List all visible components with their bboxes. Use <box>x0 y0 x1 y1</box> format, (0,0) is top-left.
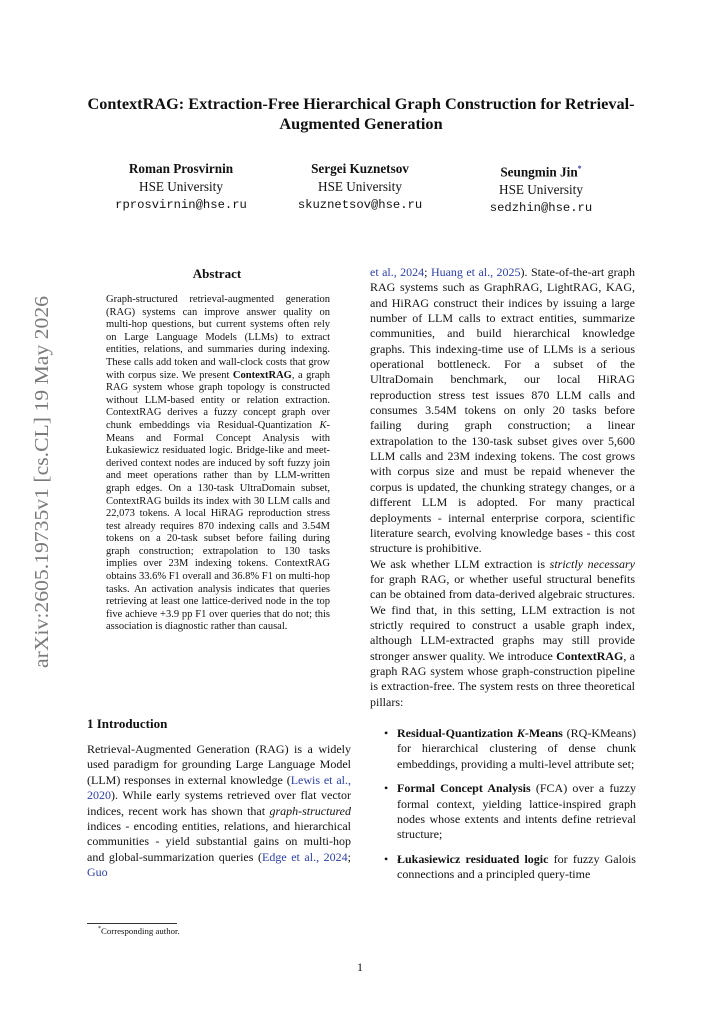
body-text: ; <box>424 265 431 279</box>
bullet-icon: • <box>384 781 389 796</box>
list-term: Łukasiewicz residuated logic <box>397 851 549 866</box>
system-name: ContextRAG <box>556 648 624 663</box>
citation-link[interactable]: et al., 2024 <box>370 265 425 279</box>
introduction-paragraph <box>87 742 351 881</box>
author-name: Sergei Kuznetsov <box>311 161 409 176</box>
list-text: (RQ-KMeans) for hierarchical clustering of dense chunk embeddings, providing a multi-level attribute set; <box>397 726 636 771</box>
author-affiliation: HSE University <box>139 179 223 194</box>
paragraph <box>370 557 635 710</box>
arxiv-identifier-text: arXiv:2605.19735v1 [cs.CL] 19 May 2026 <box>32 333 53 668</box>
section-heading-introduction: 1 Introduction <box>87 716 168 731</box>
corresponding-author-mark[interactable]: * <box>577 164 582 173</box>
right-column-text <box>370 265 635 710</box>
author-block <box>446 160 636 217</box>
author-email[interactable]: skuznetsov@hse.ru <box>297 198 423 212</box>
emphasis-text: strictly necessary <box>549 556 635 571</box>
bullet-icon: • <box>384 726 389 740</box>
footnote-divider <box>87 923 177 924</box>
abstract-text-part: , a graph RAG system whose graph topology is constructed without LLM-based entity or relation extraction. ContextRAG derives a fuzzy concept graph over chunk embeddings via Residual-Quantization <box>106 369 330 431</box>
math-k: K <box>319 419 327 431</box>
footnote-text: Corresponding author. <box>101 926 180 936</box>
body-text: ; <box>347 849 352 864</box>
citation-link[interactable]: Guo <box>87 865 108 880</box>
citation-link[interactable]: Lewis et al., 2020 <box>87 772 351 803</box>
paper-title: ContextRAG: Extraction-Free Hierarchical Graph Construction for Retrieval-Augmented Generation <box>87 94 635 133</box>
abstract-text-part: -Means and Formal Concept Analysis with Łukasiewicz residuated logic. Bridge-like and meet-derived context nodes are induced by soft fuzzy join and meet operations rather than by LLM-written graph edges. On a 130-task UltraDomain subset, ContextRAG builds its index with 30 LLM calls and 22,073 tokens. A local HiRAG reproduction stress test already requires 870 indexing calls and 3.54M tokens on a 20-task subset before failing during graph construction; extrapolation to 130 tasks implies over 23M indexing tokens. ContextRAG obtains 33.6% F1 overall and 36.8% F1 on multi-hop tasks. An activation analysis indicates that queries retrieving at least one lattice-derived node in the top five achieve +3.9 pp F1 over queries that do not; this association is diagnostic rather than causal. <box>106 419 330 633</box>
paragraph <box>370 265 635 557</box>
author-block <box>86 160 276 214</box>
author-name: Seungmin Jin <box>500 164 578 180</box>
body-text: for graph RAG, or whether useful structural benefits can be obtained from data-derived algebraic structures. We find that, in this setting, LLM extraction is not strictly required to construct a usable graph index, although LLM-extracted graphs may still provide stronger answer quality. We introduce <box>370 571 635 663</box>
body-text: We ask whether LLM extraction is <box>370 556 550 571</box>
emphasis-text: graph-structured <box>269 803 351 818</box>
arxiv-identifier <box>20 292 60 672</box>
author-email[interactable]: sedzhin@hse.ru <box>489 201 593 216</box>
author-email[interactable]: rprosvirnin@hse.ru <box>115 198 247 212</box>
page-number: 1 <box>357 960 363 974</box>
body-text: Retrieval-Augmented Generation (RAG) is a widely used paradigm for grounding Large Language Model (LLM) responses in external knowledge ( <box>87 742 351 787</box>
author-name-with-mark <box>446 160 636 181</box>
body-text: ). State-of-the-art graph RAG systems such as GraphRAG, LightRAG, KAG, and HiRAG construct their indices by issuing a large number of LLM calls to extract entities, summarize communities, and build hierarchical knowledge graphs. This indexing-time use of LLMs is a serious operational bottleneck. For a subset of the UltraDomain benchmark, our local HiRAG reproduction stress test issues 870 LLM calls and consumes 3.54M tokens on only 20 tasks before failing during graph construction; a linear extrapolation to the 130-task subset gives over 5,600 LLM calls and 23M indexing tokens. The cost grows with corpus size and must be repaid whenever the corpus is updated, the chunking strategy changes, or a different LLM is adopted. For many practical deployments - internal enterprise corpora, scientific literature search, evolving knowledge bases - this cost structure is prohibitive. <box>370 265 635 556</box>
abstract-text-part: Graph-structured retrieval-augmented generation (RAG) systems can improve answer quality on multi-hop questions, but current systems often rely on Large Language Models (LLMs) to extract entities, relations, and summaries during indexing. These calls add token and wall-clock costs that grow with corpus size. We present <box>106 294 330 381</box>
pillars-list <box>384 726 636 892</box>
system-name: ContextRAG <box>232 369 292 381</box>
list-text: for fuzzy Galois connections and a principled query-time <box>397 851 636 882</box>
abstract-heading: Abstract <box>192 266 242 281</box>
bullet-icon: • <box>384 851 389 866</box>
list-item <box>384 852 636 883</box>
footnote <box>98 926 180 936</box>
list-text: (FCA) over a fuzzy formal context, yielding lattice-inspired graph nodes whose extents and intents define retrieval structure; <box>397 781 636 842</box>
body-text: ). While early systems retrieved over flat vector indices, recent work has shown that <box>87 788 351 818</box>
list-term: Residual-Quantization K-Means <box>397 726 563 740</box>
abstract-text <box>106 294 330 634</box>
author-affiliation: HSE University <box>318 179 402 194</box>
footnote-mark: * <box>98 926 101 933</box>
author-affiliation: HSE University <box>499 182 583 198</box>
body-text: indices - encoding entities, relations, and hierarchical communities - yield substantial gains on multi-hop and global-summarization queries ( <box>87 819 351 864</box>
citation-link[interactable]: Huang et al., 2025 <box>430 265 521 279</box>
author-block <box>265 160 455 214</box>
list-term: Formal Concept Analysis <box>397 781 531 796</box>
list-item <box>384 726 636 772</box>
body-text: , a graph RAG system whose graph-construction pipeline is extraction-free. The system rests on three theoretical pillars: <box>370 648 635 709</box>
author-name: Roman Prosvirnin <box>128 161 234 176</box>
citation-link[interactable]: Edge et al., 2024 <box>261 849 348 864</box>
list-item <box>384 781 636 843</box>
